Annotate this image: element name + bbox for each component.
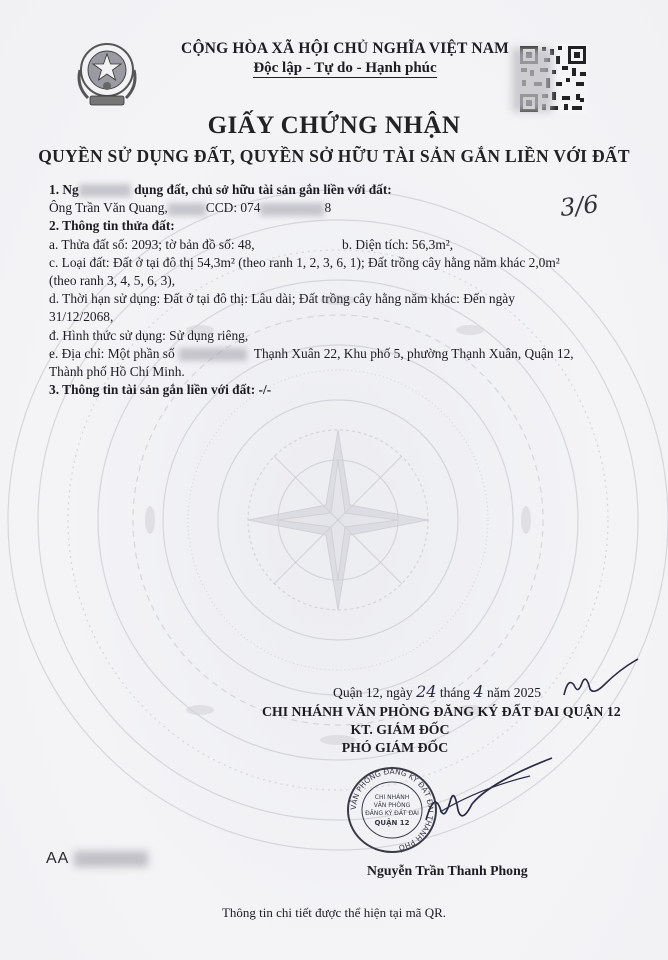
usage-term-line-2: 31/12/2068, (49, 309, 114, 325)
initial-signature-icon (560, 655, 642, 701)
handwritten-page-number: 3/6 (558, 190, 600, 222)
usage-term-line: d. Thời hạn sử dụng: Đất ở tại đô thị: Lâu dài; Đất trồng cây hằng năm khác: Đến ngày (49, 291, 515, 307)
redacted-serial (74, 851, 148, 867)
section-1-heading: 1. Ng dụng đất, chủ sở hữu tài sản gắn liền với đất: (49, 182, 392, 197)
section-3-line: 3. Thông tin tài sản gắn liền với đất: -/- (49, 382, 272, 398)
country-name: CỘNG HÒA XÃ HỘI CHỦ NGHĨA VIỆT NAM (181, 40, 509, 57)
qr-redaction (512, 48, 552, 112)
qr-note: Thông tin chi tiết được thể hiện tại mã QR. (221, 905, 447, 920)
land-type-line-2: (theo ranh 3, 4, 5, 6, 3), (49, 273, 176, 289)
signer-name: Nguyễn Trần Thanh Phong (367, 863, 528, 878)
redacted-text (79, 184, 131, 197)
svg-text:QUẬN 12: QUẬN 12 (374, 819, 410, 827)
redacted-id (260, 203, 324, 216)
document-header (160, 40, 530, 77)
section-2-heading: 2. Thông tin thửa đất: (49, 218, 175, 234)
handwritten-month: 4 (473, 682, 484, 701)
address-line: e. Địa chỉ: Một phần số Thạnh Xuân 22, Khu phố 5, phường Thạnh Xuân, Quận 12, (49, 345, 574, 361)
office-name: CHI NHÁNH VĂN PHÒNG ĐĂNG KÝ ĐẤT ĐAI QUẬN 12 (262, 704, 621, 719)
certificate-body (49, 181, 639, 399)
handwritten-day: 24 (416, 682, 437, 701)
svg-text:VĂN PHÒNG: VĂN PHÒNG (373, 802, 411, 809)
svg-text:VĂN PHÒNG ĐĂNG KÝ ĐẤT ĐAI THÀN: VĂN PHÒNG ĐĂNG KÝ ĐẤT ĐAI THÀNH PHỐ (348, 766, 436, 853)
land-type-line: c. Loại đất: Đất ở tại đô thị 54,3m² (theo ranh 1, 2, 3, 6, 1); Đất trồng cây hằng năm khác 2,0m² (49, 254, 560, 270)
area-text: b. Diện tích: 56,3m², (342, 236, 454, 252)
redacted-text (168, 203, 206, 216)
certificate-title: GIẤY CHỨNG NHẬN (207, 112, 461, 139)
certificate-subtitle: QUYỀN SỬ DỤNG ĐẤT, QUYỀN SỞ HỮU TÀI SẢN GẮN LIỀN VỚI ĐẤT (38, 146, 630, 166)
national-emblem-icon (64, 36, 150, 112)
usage-form-line: đ. Hình thức sử dụng: Sử dụng riêng, (49, 327, 249, 343)
signing-date: Quận 12, ngày 24 tháng 4 năm 2025 (333, 682, 541, 701)
owner-line: Ông Trần Văn Quang, CCD: 074 8 (49, 200, 332, 216)
national-motto: Độc lập - Tự do - Hạnh phúc (253, 60, 437, 76)
signer-role: PHÓ GIÁM ĐỐC (341, 740, 449, 755)
svg-text:CHI NHÁNH: CHI NHÁNH (374, 794, 410, 801)
signing-authority: KT. GIÁM ĐỐC (350, 722, 450, 737)
certificate-serial-number: AA (46, 850, 148, 868)
parcel-line: a. Thửa đất số: 2093; tờ bản đồ số: 48, b. Diện tích: 56,3m², (49, 236, 639, 254)
handwritten-signature-icon (420, 752, 560, 832)
svg-text:ĐĂNG KÝ ĐẤT ĐAI: ĐĂNG KÝ ĐẤT ĐAI (365, 810, 419, 817)
redacted-house-number (179, 348, 247, 361)
address-line-2: Thành phố Hồ Chí Minh. (49, 364, 185, 380)
